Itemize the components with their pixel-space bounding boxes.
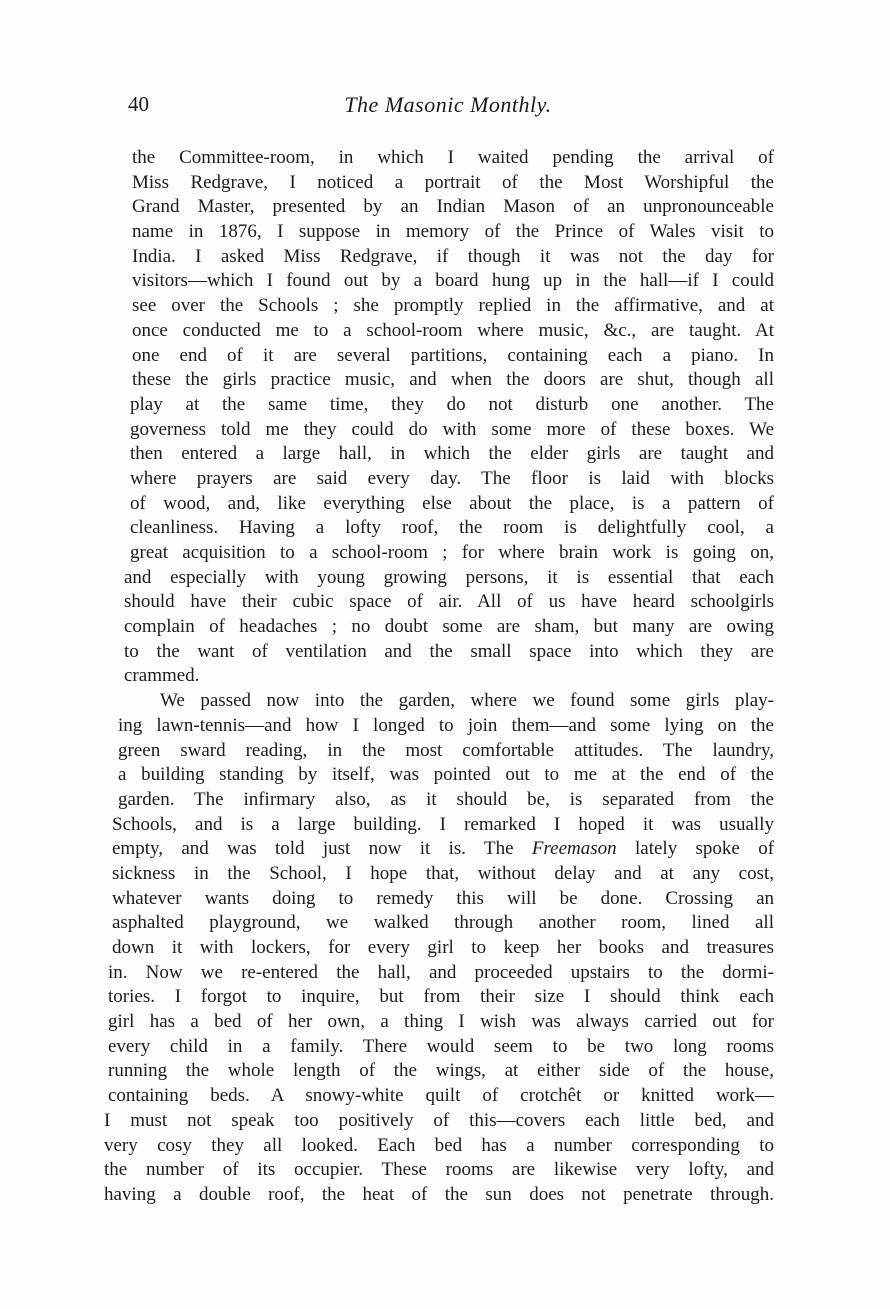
- text-line: garden. The infirmary also, as it should be, is separated from the: [118, 788, 774, 810]
- text-line: I must not speak too positively of this—covers each little bed, and: [104, 1109, 774, 1131]
- text-line: crammed.: [124, 665, 200, 687]
- running-head: [128, 92, 768, 122]
- text-line: sickness in the School, I hope that, without delay and at any cost,: [112, 862, 774, 884]
- text-line: very cosy they all looked. Each bed has a number corresponding to: [104, 1134, 774, 1156]
- text-line: down it with lockers, for every girl to keep her books and treasures: [112, 937, 774, 958]
- text-line: once conducted me to a school-room where music, &c., are taught. At: [132, 319, 774, 341]
- text-line: these the girls practice music, and when the doors are shut, though all: [132, 369, 774, 391]
- body-text: [104, 146, 774, 1208]
- text-line: ing lawn-tennis—and how I longed to join them—and some lying on the: [118, 714, 774, 736]
- text-line: Schools, and is a large building. I remarked I hoped it was usually: [112, 813, 774, 835]
- text-line: to the want of ventilation and the small space into which they are: [124, 640, 774, 662]
- text-segment: empty, and was told just now it is. The: [112, 838, 514, 860]
- text-line: a building standing by itself, was pointed out to me at the end of the: [118, 764, 774, 786]
- text-line: governess told me they could do with some more of these boxes. We: [130, 418, 774, 440]
- text-line: cleanliness. Having a lofty roof, the room is delightfully cool, a: [130, 517, 774, 539]
- text-line: [112, 837, 774, 862]
- text-line: whatever wants doing to remedy this will be done. Crossing an: [112, 887, 774, 909]
- text-line: should have their cubic space of air. All of us have heard schoolgirls: [124, 591, 774, 613]
- text-line: in. Now we re-entered the hall, and proceeded upstairs to the dormi-: [108, 961, 774, 983]
- text-line: the Committee-room, in which I waited pending the arrival of: [132, 147, 774, 168]
- text-line: asphalted playground, we walked through another room, lined all: [112, 912, 774, 934]
- text-line: We passed now into the garden, where we found some girls play-: [160, 690, 774, 712]
- text-line: and especially with young growing persons, it is essential that each: [124, 566, 774, 588]
- text-line: the number of its occupier. These rooms are likewise very lofty, and: [104, 1159, 774, 1181]
- text-line: green sward reading, in the most comfortable attitudes. The laundry,: [118, 739, 774, 761]
- text-line: then entered a large hall, in which the elder girls are taught and: [130, 443, 774, 465]
- text-segment: lately spoke of: [635, 838, 775, 860]
- text-line: tories. I forgot to inquire, but from their size I should think each: [108, 986, 774, 1008]
- text-line: complain of headaches ; no doubt some are sham, but many are owing: [124, 616, 774, 638]
- text-line: visitors—which I found out by a board hung up in the hall—if I could: [132, 270, 774, 292]
- text-line: running the whole length of the wings, at either side of the house,: [108, 1060, 774, 1082]
- text-line: having a double roof, the heat of the sun does not penetrate through.: [104, 1183, 774, 1205]
- text-line: name in 1876, I suppose in memory of the Prince of Wales visit to: [132, 221, 774, 243]
- text-line: one end of it are several partitions, containing each a piano. In: [132, 344, 774, 366]
- text-line: Grand Master, presented by an Indian Mason of an unpronounceable: [132, 196, 774, 218]
- text-line: every child in a family. There would seem to be two long rooms: [108, 1035, 774, 1057]
- text-line: girl has a bed of her own, a thing I wish was always carried out for: [108, 1011, 774, 1033]
- text-line: India. I asked Miss Redgrave, if though it was not the day for: [132, 245, 774, 267]
- page-number: 40: [128, 92, 149, 116]
- text-line: containing beds. A snowy-white quilt of crotchêt or knitted work—: [108, 1085, 774, 1107]
- text-line: Miss Redgrave, I noticed a portrait of the Most Worshipful the: [132, 171, 774, 193]
- italic-title: Freemason: [531, 838, 617, 860]
- text-line: where prayers are said every day. The floor is laid with blocks: [130, 467, 774, 489]
- text-line: of wood, and, like everything else about the place, is a pattern of: [130, 492, 774, 514]
- journal-title: The Masonic Monthly.: [344, 92, 552, 117]
- text-line: see over the Schools ; she promptly replied in the affirmative, and at: [132, 295, 774, 317]
- text-line: great acquisition to a school-room ; for where brain work is going on,: [130, 542, 774, 563]
- text-line: play at the same time, they do not disturb one another. The: [130, 393, 774, 415]
